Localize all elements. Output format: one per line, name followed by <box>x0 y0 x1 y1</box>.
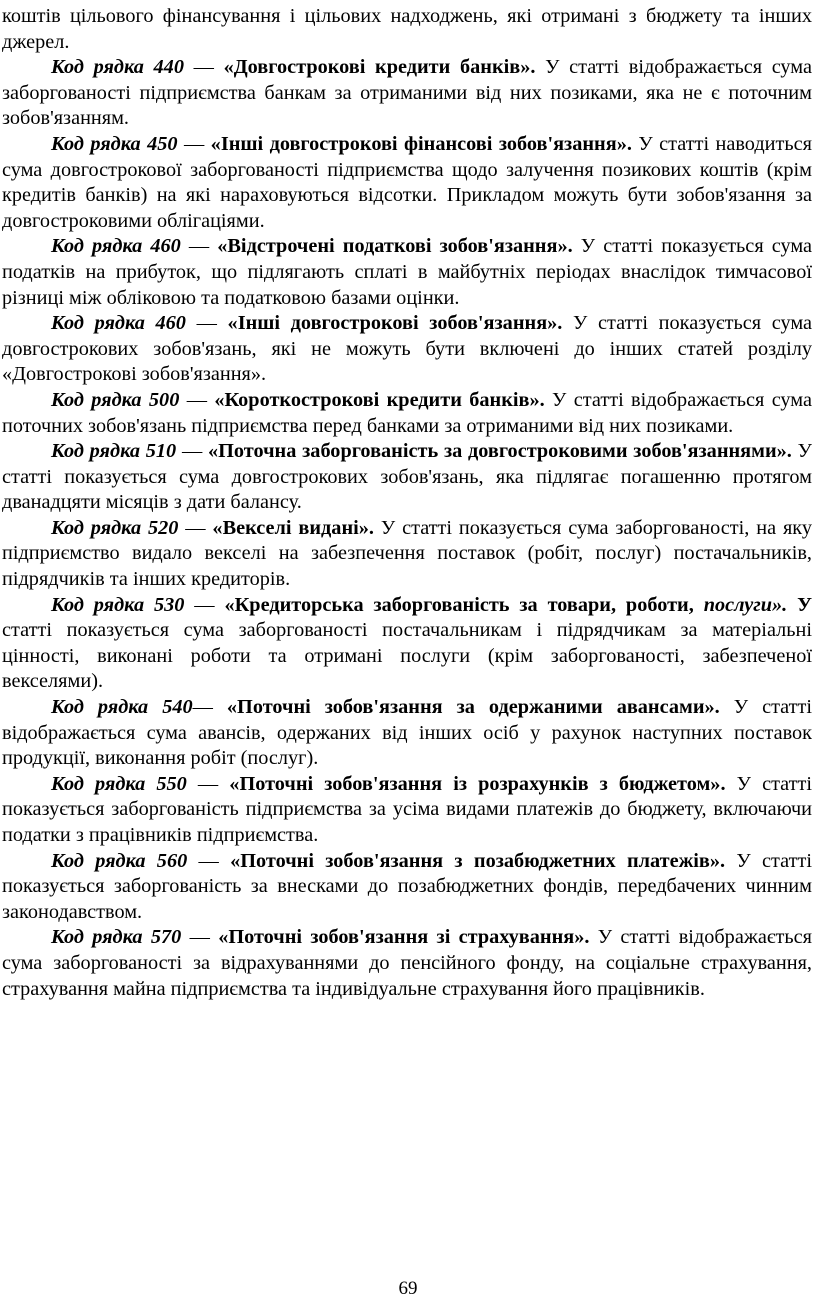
dash: — <box>178 516 213 539</box>
dash: — <box>176 440 209 463</box>
row-code: Код рядка 460 <box>51 312 186 335</box>
row-code: Код рядка 460 <box>51 235 181 258</box>
entry-text: У статті показується сума податків на прибуток, що підлягають сплаті в майбутніх періодах внаслідок тимчасової різниці між обліковою та податковою базами оцінки. <box>2 235 813 309</box>
dash: — <box>179 388 215 411</box>
entry-title: «Поточна заборгованість за довгостроковими зобов'язаннями». <box>208 440 792 463</box>
entry-title: «Векселі видані». <box>212 516 374 539</box>
dash: — <box>183 56 224 79</box>
intro-paragraph: коштів цільового фінансування і цільових надходжень, які отримані з бюджету та інших джерел. <box>2 5 812 53</box>
entry-title: «Поточні зобов'язання зі страхування». <box>218 926 590 949</box>
dash: — <box>180 235 218 258</box>
row-code: Код рядка 540 <box>51 696 193 719</box>
row-code: Код рядка 500 <box>51 388 180 411</box>
row-code: Код рядка 570 <box>51 926 182 949</box>
row-code: Код рядка 450 <box>51 132 178 155</box>
document-body <box>2 4 812 1002</box>
entry-title: «Поточні зобов'язання за одержаними авансами». <box>226 696 720 719</box>
entry-text: статті показується сума заборгованості постачальникам і підрядчикам за матеріальні цінності, виконані роботи та отримані послуги (крім заборгованості, забезпеченої векселями). <box>2 619 812 693</box>
entry-text: У статті показується сума довгострокових зобов'язань, яка підлягає погашенню протягом дванадцяти місяців з дати балансу. <box>2 440 813 514</box>
entry-paragraph-460-other <box>2 311 812 388</box>
dash: — <box>186 772 230 795</box>
entry-title-italic: послуги». <box>703 593 788 616</box>
entry-text: У статті відображається сума поточних зобов'язань підприємства перед банками за отриманими від них позиками. <box>2 388 813 437</box>
row-code: Код рядка 530 <box>51 593 185 616</box>
entry-text: У статті відображається сума заборгованості за відрахуваннями до пенсійного фонду, на соціальне страхування, страхування майна підприємства та індивідуальне страхування його працівників. <box>2 926 812 1000</box>
dash: — <box>192 696 227 719</box>
entry-title: «Короткострокові кредити банків». <box>214 388 545 411</box>
entry-paragraph-540 <box>2 695 812 772</box>
dash: — <box>177 132 211 155</box>
entry-paragraph-530 <box>2 593 812 695</box>
row-code: Код рядка 550 <box>51 772 187 795</box>
dash: — <box>181 926 219 949</box>
entry-paragraph-560 <box>2 849 812 926</box>
entry-title: «Інші довгострокові фінансові зобов'язання». <box>210 132 632 155</box>
row-code: Код рядка 560 <box>51 849 188 872</box>
entry-paragraph-440 <box>2 55 812 132</box>
entry-text: У статті показується сума заборгованості, на яку підприємство видало векселі на забезпечення поставок (робіт, послуг) постачальників, підрядчиків та інших кредиторів. <box>2 516 812 591</box>
entry-title: «Поточні зобов'язання з позабюджетних платежів». <box>230 849 726 872</box>
entry-text: У статті відображається сума авансів, одержаних від інших осіб у рахунок наступних поставок продукції, виконання робіт (послуг). <box>2 696 813 770</box>
entry-title: «Кредиторська заборгованість за товари, роботи, <box>224 593 704 616</box>
entry-text: У статті показується заборгованість підприємства за усіма видами платежів до бюджету, включаючи податки з працівників підприємства. <box>2 772 813 846</box>
entry-text: У статті показується сума довгострокових зобов'язань, які не можуть бути включені до інших статей розділу «Довгострокові зобов'язання». <box>2 312 813 386</box>
entry-paragraph-520 <box>2 516 812 593</box>
page-number: 69 <box>398 1278 418 1299</box>
entry-text: У статті наводиться сума довгострокової заборгованості підприємства щодо залучення позикових коштів (крім кредитів банків) на які нараховуються відсотки. Прикладом можуть бути зобов'язання за довгостроковими облігаціями. <box>2 132 812 232</box>
entry-text: У статті показується заборгованість за внесками до позабюджетних фондів, передбачених чинним законодавством. <box>2 849 812 923</box>
entry-title: «Інші довгострокові зобов'язання». <box>227 312 563 335</box>
dash: — <box>187 849 231 872</box>
entry-paragraph-450 <box>2 132 812 234</box>
entry-title: «Поточні зобов'язання із розрахунків з бюджетом». <box>229 772 726 795</box>
entry-paragraph-570 <box>2 925 812 1002</box>
entry-title: «Довгострокові кредити банків». <box>223 56 536 79</box>
entry-lead: У <box>787 593 812 616</box>
row-code: Код рядка 440 <box>51 56 184 79</box>
entry-paragraph-510 <box>2 439 812 516</box>
row-code: Код рядка 520 <box>51 516 179 539</box>
dash: — <box>185 312 228 335</box>
row-code: Код рядка 510 <box>51 440 177 463</box>
dash: — <box>184 593 225 616</box>
entry-paragraph-500 <box>2 388 812 439</box>
entry-text: У статті відображається сума заборгованості підприємства банкам за отриманими від них позиками, яка не є поточним зобов'язанням. <box>2 56 813 130</box>
entry-paragraph-460-deferred-tax <box>2 234 812 311</box>
entry-title: «Відстрочені податкові зобов'язання». <box>217 235 573 258</box>
entry-paragraph-550 <box>2 772 812 849</box>
